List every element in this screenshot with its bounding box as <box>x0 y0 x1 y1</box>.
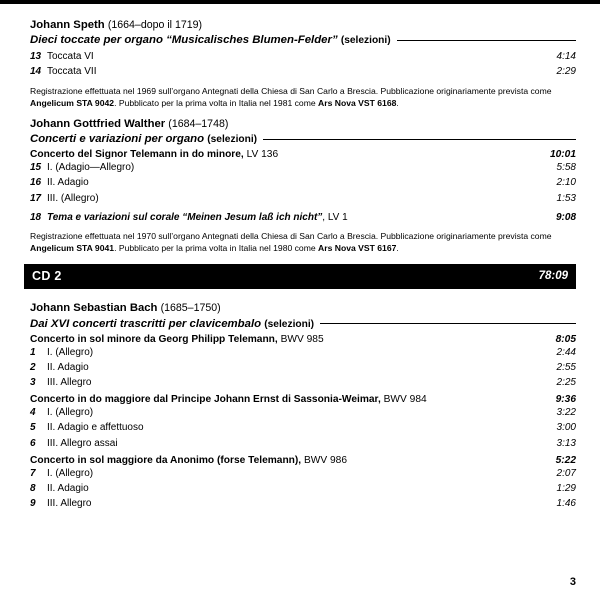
track-duration: 3:22 <box>556 407 576 419</box>
track-title-text: Tema e variazioni sul corale “Meinen Jesum laß ich nicht” <box>47 211 323 223</box>
group-title-text: Concerto del Signor Telemann in do minore, <box>30 149 244 161</box>
track-duration: 5:58 <box>556 162 576 174</box>
composer-dates: (1684–1748) <box>168 118 229 131</box>
track-duration: 3:13 <box>556 437 576 449</box>
group-catalog: BWV 985 <box>277 333 324 345</box>
cd-label: CD 2 <box>32 269 62 284</box>
table-row <box>30 496 576 511</box>
group-title-text: Concerto in sol minore da Georg Philipp Telemann, <box>30 333 278 345</box>
track-title <box>47 210 556 225</box>
track-duration: 1:53 <box>556 192 576 204</box>
group-heading <box>30 455 576 466</box>
track-duration: 1:46 <box>556 498 576 510</box>
work-selection: (selezioni) <box>264 318 315 330</box>
composer-dates: (1685–1750) <box>160 302 221 315</box>
cd-total-time: 78:09 <box>538 270 568 283</box>
group-heading <box>30 394 576 405</box>
recording-note: Registrazione effettuata nel 1969 sull’organo Antegnati della Chiesa di San Carlo a Brescia. Pubblicazione originariamente prevista come Angelicum STA 9042. Pubblicato per la prima volta in Italia nel 1981 come Ars Nova VST 6168. <box>30 85 552 108</box>
track-number: 4 <box>30 407 36 419</box>
work-title-text: Dieci toccate per organo “Musicalisches Blumen-Felder” <box>30 34 338 47</box>
work-title-line <box>30 34 576 46</box>
track-title: III. Allegro <box>47 498 92 510</box>
group-catalog: BWV 984 <box>380 394 427 406</box>
title-rule <box>397 40 576 41</box>
track-number: 16 <box>30 177 42 189</box>
track-number: 7 <box>30 467 36 479</box>
track-duration: 2:07 <box>556 467 576 479</box>
composer-line <box>30 18 576 33</box>
table-row <box>30 405 576 420</box>
group-title <box>30 455 347 466</box>
group-heading <box>30 149 576 160</box>
track-duration: 4:14 <box>556 51 576 63</box>
track-number: 5 <box>30 422 36 434</box>
track-title: III. (Allegro) <box>47 192 99 204</box>
catalog-number: Angelicum STA 9041 <box>30 243 115 254</box>
page-top-rule <box>0 0 600 4</box>
group-title <box>30 394 427 405</box>
work-title-line <box>30 133 576 145</box>
title-rule <box>263 139 576 140</box>
table-row <box>30 64 576 79</box>
work-title <box>30 318 314 330</box>
composer-name: Johann Sebastian Bach <box>30 302 158 315</box>
track-number: 8 <box>30 483 36 494</box>
track-duration: 2:25 <box>556 377 576 389</box>
group-catalog: LV 136 <box>243 149 279 161</box>
composer-block <box>30 18 576 46</box>
table-row <box>30 160 576 175</box>
section-speth <box>24 18 576 109</box>
composer-line <box>30 301 576 316</box>
track-catalog: , LV 1 <box>322 211 348 223</box>
track-title: II. Adagio e affettuoso <box>47 422 144 434</box>
table-row <box>30 175 576 190</box>
composer-name: Johann Gottfried Walther <box>30 118 166 131</box>
catalog-number: Ars Nova VST 6167 <box>318 243 397 254</box>
track-duration: 2:10 <box>556 177 576 189</box>
track-title: I. (Adagio—Allegro) <box>47 162 135 174</box>
composer-dates: (1664–dopo il 1719) <box>107 19 203 31</box>
group-duration: 10:01 <box>549 149 576 161</box>
work-title-line <box>30 318 576 330</box>
group-title-text: Concerto in do maggiore dal Principe Johann Ernst di Sassonia-Weimar, <box>30 394 381 406</box>
track-title: II. Adagio <box>47 361 89 373</box>
work-selection: (selezioni) <box>340 35 391 47</box>
track-number: 13 <box>30 51 42 63</box>
track-title: Toccata VII <box>47 66 97 78</box>
track-duration: 3:00 <box>556 422 576 434</box>
section-walther <box>24 117 576 254</box>
track-duration: 2:44 <box>556 346 576 358</box>
work-title <box>30 133 257 145</box>
track-duration: 1:29 <box>556 483 576 494</box>
table-row <box>30 375 576 390</box>
group-duration: 8:05 <box>555 333 576 345</box>
group-heading <box>30 334 576 345</box>
track-title: I. (Allegro) <box>47 407 94 419</box>
track-number: 3 <box>30 377 36 389</box>
work-title-text: Concerti e variazioni per organo <box>30 133 205 146</box>
track-duration: 2:29 <box>556 66 576 78</box>
work-title <box>30 34 391 46</box>
track-number: 14 <box>30 66 42 78</box>
composer-block <box>30 301 576 329</box>
table-row <box>30 481 576 496</box>
group-duration: 5:22 <box>555 454 576 466</box>
track-number: 2 <box>30 361 36 373</box>
title-rule <box>320 323 576 324</box>
recording-note: Registrazione effettuata nel 1970 sull’organo Antegnati della Chiesa di San Carlo a Brescia. Pubblicazione originariamente prevista come Angelicum STA 9041. Pubblicato per la prima volta in Italia nel 1980 come Ars Nova VST 6167. <box>30 231 552 254</box>
track-number: 6 <box>30 437 36 449</box>
catalog-number: Ars Nova VST 6168 <box>318 97 397 108</box>
track-duration: 2:55 <box>556 361 576 373</box>
track-title: I. (Allegro) <box>47 346 94 358</box>
track-title: III. Allegro assai <box>47 437 118 449</box>
track-duration: 9:08 <box>555 211 576 223</box>
track-title: II. Adagio <box>47 483 89 494</box>
track-number: 17 <box>30 192 42 204</box>
composer-name: Johann Speth <box>30 19 105 31</box>
cd-header-bar <box>24 264 576 289</box>
work-selection: (selezioni) <box>207 134 258 146</box>
table-row <box>30 466 576 481</box>
track-number: 9 <box>30 498 36 510</box>
track-number: 18 <box>30 211 42 223</box>
track-title: II. Adagio <box>47 177 89 189</box>
page-number: 3 <box>569 576 576 588</box>
track-title: III. Allegro <box>47 377 92 389</box>
track-number: 15 <box>30 162 42 174</box>
catalog-number: Angelicum STA 9042 <box>30 97 115 108</box>
table-row <box>30 345 576 360</box>
track-title: Toccata VI <box>47 51 94 63</box>
group-duration: 9:36 <box>555 394 576 406</box>
table-row <box>30 360 576 375</box>
group-title <box>30 149 278 160</box>
work-title-text: Dai XVI concerti trascritti per clavicembalo <box>30 317 262 330</box>
table-row <box>30 210 576 225</box>
track-title: I. (Allegro) <box>47 467 94 479</box>
section-bach <box>24 301 576 511</box>
table-row <box>30 420 576 435</box>
table-row <box>30 49 576 64</box>
track-number: 1 <box>30 346 36 358</box>
composer-line <box>30 117 576 132</box>
group-title <box>30 334 324 345</box>
table-row <box>30 191 576 206</box>
composer-block <box>30 117 576 145</box>
group-title-text: Concerto in sol maggiore da Anonimo (forse Telemann), <box>30 454 302 466</box>
table-row <box>30 436 576 451</box>
group-catalog: BWV 986 <box>301 454 348 466</box>
